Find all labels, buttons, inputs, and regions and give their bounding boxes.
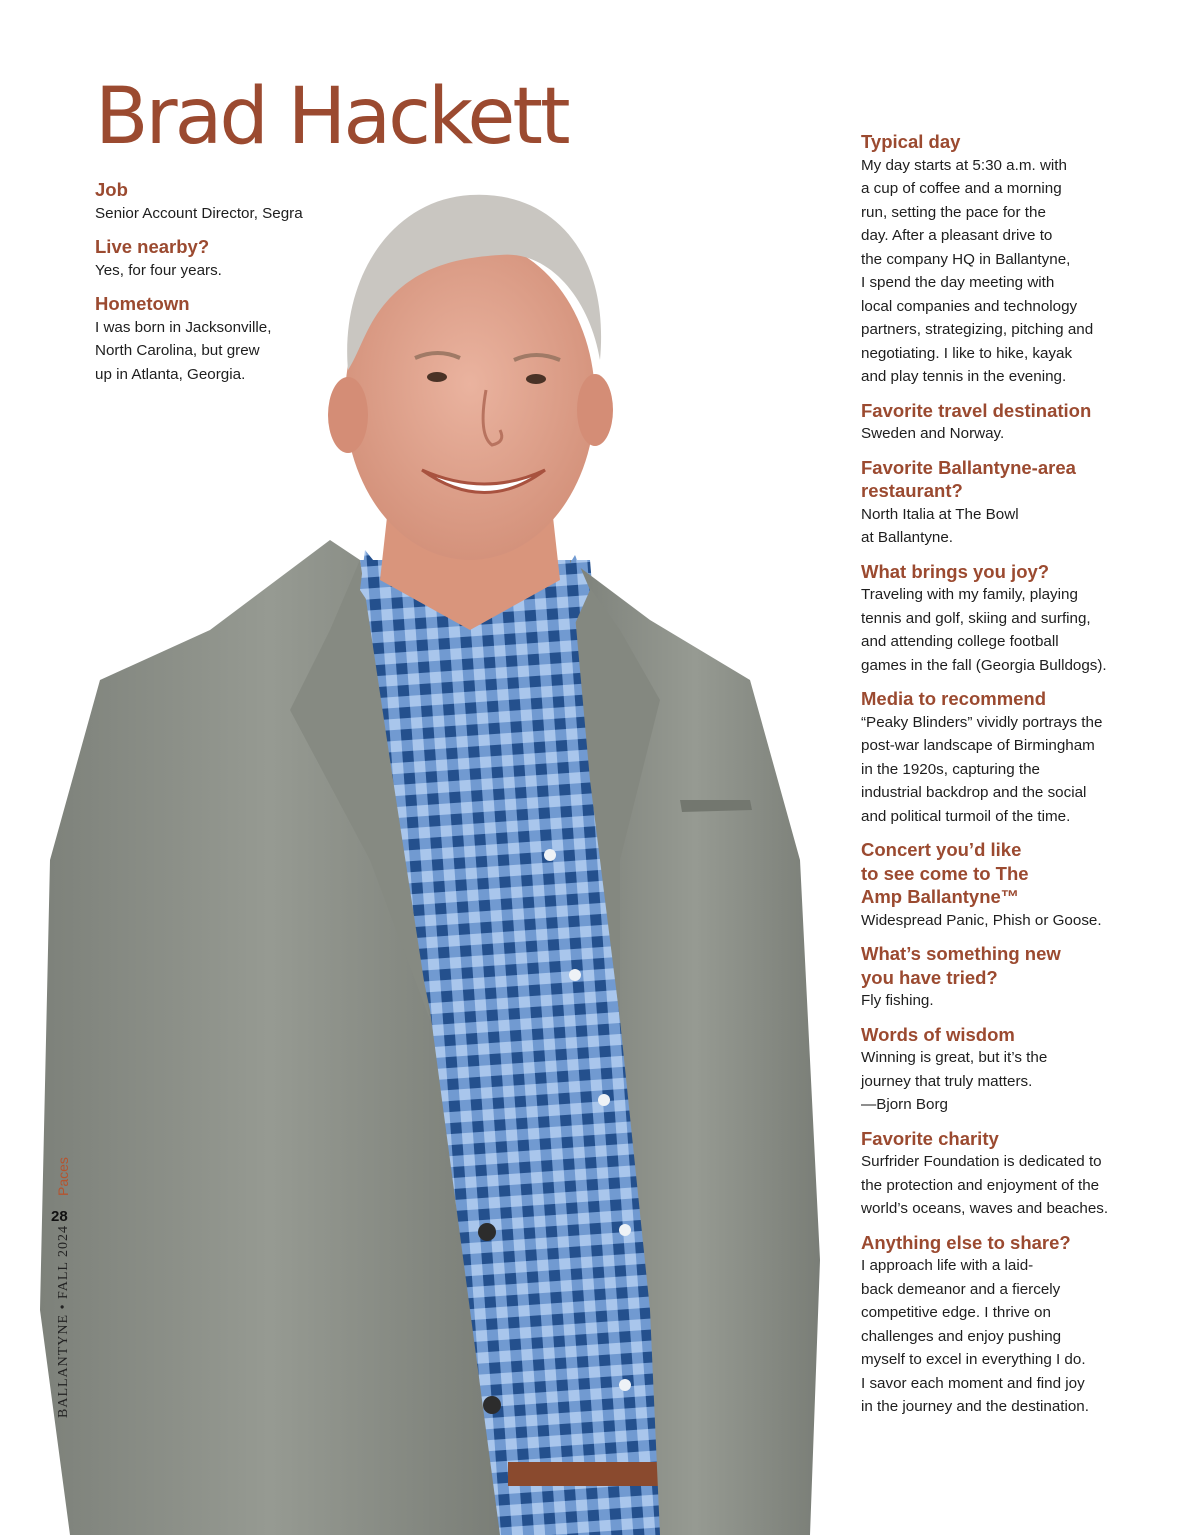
question: Live nearby? [95, 236, 210, 257]
qa-media [861, 687, 1161, 828]
answer: Winning is great, but it’s the journey that truly matters. —Bjorn Borg [861, 1049, 1048, 1113]
answer: “Peaky Blinders” vividly portrays the post-war landscape of Birmingham in the 1920s, capturing the industrial backdrop and the social and political turmoil of the time. [861, 713, 1103, 825]
qa-charity [861, 1127, 1161, 1221]
qa-typical-day [861, 130, 1161, 389]
question: What’s something new you have tried? [861, 943, 1061, 988]
answer: North Italia at The Bowl at Ballantyne. [861, 505, 1019, 546]
question: Anything else to share? [861, 1231, 1071, 1253]
qa-anything-else [861, 1231, 1161, 1419]
page-title: Brad Hackett [95, 72, 568, 162]
question: Job [95, 179, 128, 200]
qa-live-nearby [95, 235, 355, 282]
qa-hometown [95, 292, 355, 386]
answer: I approach life with a laid- back demeanor and a fiercely competitive edge. I thrive on challenges and enjoy pushing myself to excel in everything I do. I savor each moment and find joy in the journey and the destination. [861, 1257, 1089, 1415]
question: What brings you joy? [861, 560, 1050, 582]
question: Media to recommend [861, 688, 1047, 709]
qa-wisdom [861, 1023, 1161, 1117]
page-number: 28 [51, 1208, 68, 1225]
question: Words of wisdom [861, 1023, 1015, 1045]
answer: Senior Account Director, Segra [95, 204, 303, 222]
qa-something-new [861, 942, 1161, 1013]
qa-joy [861, 560, 1161, 678]
question: Favorite Ballantyne-area restaurant? [861, 456, 1076, 501]
answer: Traveling with my family, playing tennis and golf, skiing and surfing, and attending college football games in the fall (Georgia Bulldogs). [861, 586, 1107, 674]
qa-job [95, 178, 355, 225]
qa-concert [861, 838, 1161, 932]
answer: Yes, for four years. [95, 261, 222, 279]
qa-travel-destination [861, 399, 1161, 446]
question: Typical day [861, 131, 961, 152]
section-label: Paces [55, 1157, 71, 1196]
answer: Surfrider Foundation is dedicated to the protection and enjoyment of the world’s oceans, waves and beaches. [861, 1153, 1109, 1217]
right-qa-column [861, 130, 1161, 1429]
question: Hometown [95, 293, 190, 314]
magazine-issue-label: BALLANTYNE • FALL 2024 [56, 1225, 71, 1418]
question: Concert you’d like to see come to The Amp Ballantyne™ [861, 839, 1029, 907]
left-qa-column [95, 178, 355, 396]
question: Favorite charity [861, 1127, 999, 1149]
qa-restaurant [861, 456, 1161, 550]
answer: Widespread Panic, Phish or Goose. [861, 911, 1102, 929]
question: Favorite travel destination [861, 399, 1092, 421]
answer: Fly fishing. [861, 992, 934, 1009]
answer: Sweden and Norway. [861, 425, 1005, 442]
answer: My day starts at 5:30 a.m. with a cup of coffee and a morning run, setting the pace for the day. After a pleasant drive to the company HQ in Ballantyne, I spend the day meeting with local companies and technology partners, strategizing, pitching and negotiating. I like to hike, kayak and play tennis in the evening. [861, 156, 1094, 385]
answer: I was born in Jacksonville, North Carolina, but grew up in Atlanta, Georgia. [95, 318, 272, 383]
